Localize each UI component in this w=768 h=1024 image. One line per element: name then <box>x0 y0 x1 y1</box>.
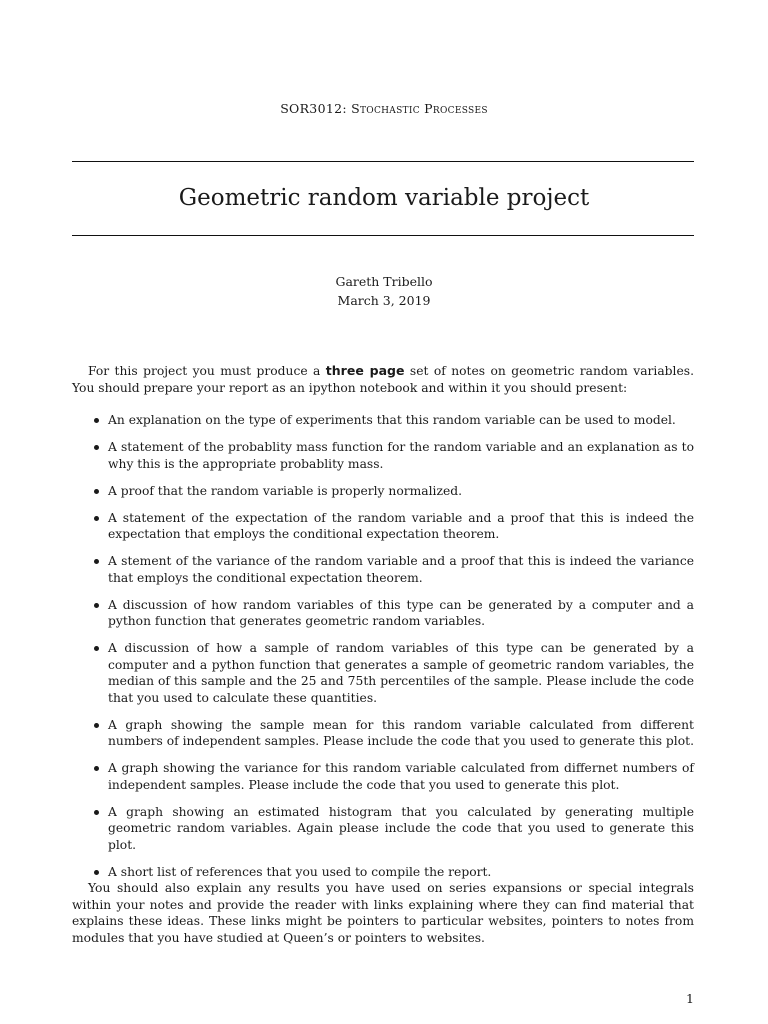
list-item <box>72 597 694 630</box>
list-item <box>72 483 694 500</box>
bullet-icon <box>94 516 99 521</box>
list-item-text: A stement of the variance of the random variable and a proof that this is indeed the variance that employs the conditional expectation theorem. <box>108 554 694 585</box>
bullet-icon <box>94 445 99 450</box>
author: Gareth Tribello <box>335 274 433 289</box>
list-item <box>72 439 694 472</box>
list-item <box>72 717 694 750</box>
bullet-icon <box>94 418 99 423</box>
list-item-text: A graph showing the sample mean for this random variable calculated from different numbers of independent samples. Please include the code that you used to generate this plot. <box>108 717 694 748</box>
bullet-icon <box>94 489 99 494</box>
bullet-icon <box>94 870 99 875</box>
outro-paragraph: You should also explain any results you have used on series expansions or special integrals within your notes and provide the reader with links explaining where they can find material that explains these ideas. These links might be pointers to particular websites, pointers to notes from modules that you have studied at Queen’s or pointers to websites. <box>72 881 694 945</box>
bullet-icon <box>94 646 99 651</box>
list-item <box>72 412 694 429</box>
intro-text-before: For this project you must produce a <box>88 364 326 378</box>
intro-text-after: set of notes on geometric random variables. You should prepare your report as an ipython notebook and within it you should present: <box>72 364 694 395</box>
date: March 3, 2019 <box>337 293 431 308</box>
list-item-text: A proof that the random variable is properly normalized. <box>108 483 462 498</box>
course-header: SOR3012: Stochastic Processes <box>280 101 488 116</box>
list-item-text: A graph showing the variance for this random variable calculated from differnet numbers of independent samples. Please include the code that you used to generate this plot. <box>108 761 694 792</box>
page-number: 1 <box>686 991 694 1006</box>
requirements-list <box>72 412 694 891</box>
list-item <box>72 510 694 543</box>
list-item-text: A graph showing an estimated histogram that you calculated by generating multiple geometric random variables. Again please include the code that you used to generate this plot. <box>108 804 694 852</box>
title-rule-bottom <box>72 235 694 236</box>
document-title: Geometric random variable project <box>178 185 590 211</box>
bullet-icon <box>94 603 99 608</box>
list-item <box>72 640 694 706</box>
bullet-icon <box>94 766 99 771</box>
list-item <box>72 804 694 854</box>
title-rule-top <box>72 161 694 162</box>
bullet-icon <box>94 810 99 815</box>
list-item <box>72 864 694 881</box>
intro-bold-text: three page <box>325 363 405 378</box>
list-item-text: A short list of references that you used to compile the report. <box>108 864 492 879</box>
list-item <box>72 760 694 793</box>
list-item-text: A statement of the expectation of the random variable and a proof that this is indeed the expectation that employs the conditional expectation theorem. <box>108 510 694 541</box>
intro-paragraph <box>72 363 694 396</box>
bullet-icon <box>94 723 99 728</box>
bullet-icon <box>94 559 99 564</box>
list-item-text: An explanation on the type of experiments that this random variable can be used to model. <box>108 413 676 427</box>
list-item-text: A discussion of how a sample of random variables of this type can be generated by a computer and a python function that generates a sample of geometric random variables, the median of this sample and the 25 and 75th percentiles of the sample. Please include the code that you used to calculate these quantities. <box>108 641 694 705</box>
list-item <box>72 553 694 586</box>
list-item-text: A discussion of how random variables of this type can be generated by a computer and a python function that generates geometric random variables. <box>108 597 694 628</box>
list-item-text: A statement of the probablity mass function for the random variable and an explanation as to why this is the appropriate probablity mass. <box>108 440 694 471</box>
